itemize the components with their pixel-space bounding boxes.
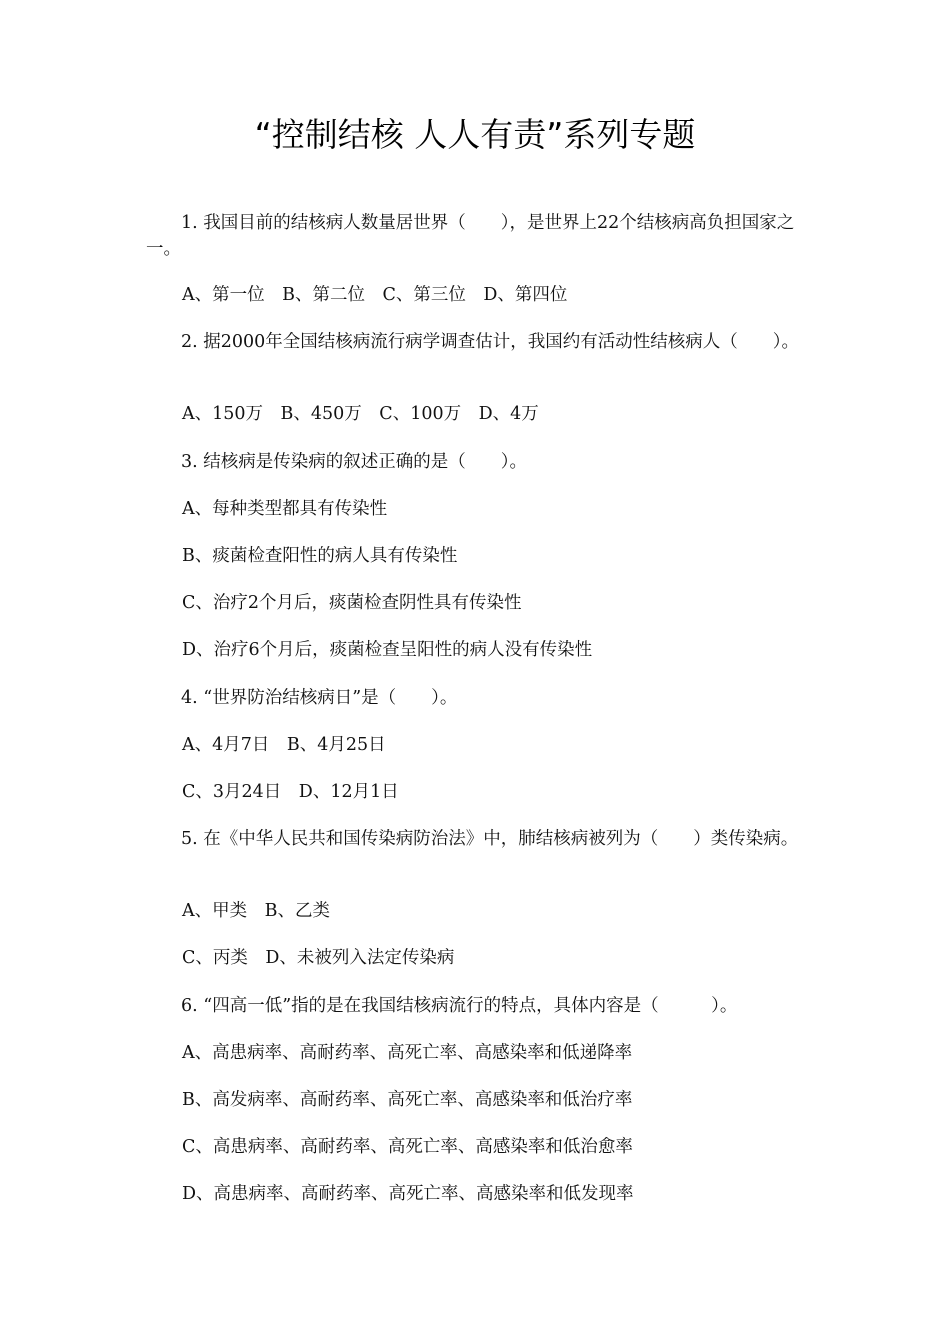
question-6-option-a: A、高患病率、高耐药率、高死亡率、高感染率和低递降率 — [182, 1043, 633, 1063]
question-3-stem: 3. 结核病是传染病的叙述正确的是（ ）。 — [181, 452, 528, 472]
question-6-stem: 6. “四高一低”指的是在我国结核病流行的特点，具体内容是（ ）。 — [181, 996, 738, 1016]
question-3-option-b: B、痰菌检查阳性的病人具有传染性 — [182, 546, 458, 566]
question-3-option-a: A、每种类型都具有传染性 — [182, 499, 388, 519]
question-3-option-d: D、治疗6个月后，痰菌检查呈阳性的病人没有传染性 — [182, 640, 593, 660]
question-5-options-ab: A、甲类 B、乙类 — [182, 901, 330, 921]
question-2-options: A、150万 B、450万 C、100万 D、4万 — [182, 404, 539, 424]
question-1-options: A、第一位 B、第二位 C、第三位 D、第四位 — [182, 285, 568, 305]
question-1-stem: 1. 我国目前的结核病人数量居世界（ ），是世界上22个结核病高负担国家之一。 — [146, 213, 795, 259]
question-3-option-c: C、治疗2个月后，痰菌检查阴性具有传染性 — [182, 593, 522, 613]
question-6-option-c: C、高患病率、高耐药率、高死亡率、高感染率和低治愈率 — [182, 1137, 633, 1157]
question-6-option-b: B、高发病率、高耐药率、高死亡率、高感染率和低治疗率 — [182, 1090, 633, 1110]
question-2-stem: 2. 据2000年全国结核病流行病学调查估计，我国约有活动性结核病人（ ）。 — [181, 332, 800, 352]
document-title: “控制结核 人人有责”系列专题 — [254, 115, 696, 154]
question-4-options-cd: C、3月24日 D、12月1日 — [182, 782, 399, 802]
question-5-stem: 5. 在《中华人民共和国传染病防治法》中，肺结核病被列为（ ）类传染病。 — [181, 829, 799, 849]
question-5-options-cd: C、丙类 D、未被列入法定传染病 — [182, 948, 455, 968]
question-4-stem: 4. “世界防治结核病日”是（ ）。 — [181, 688, 458, 708]
question-6-option-d: D、高患病率、高耐药率、高死亡率、高感染率和低发现率 — [182, 1184, 634, 1204]
question-4-options-ab: A、4月7日 B、4月25日 — [182, 735, 386, 755]
